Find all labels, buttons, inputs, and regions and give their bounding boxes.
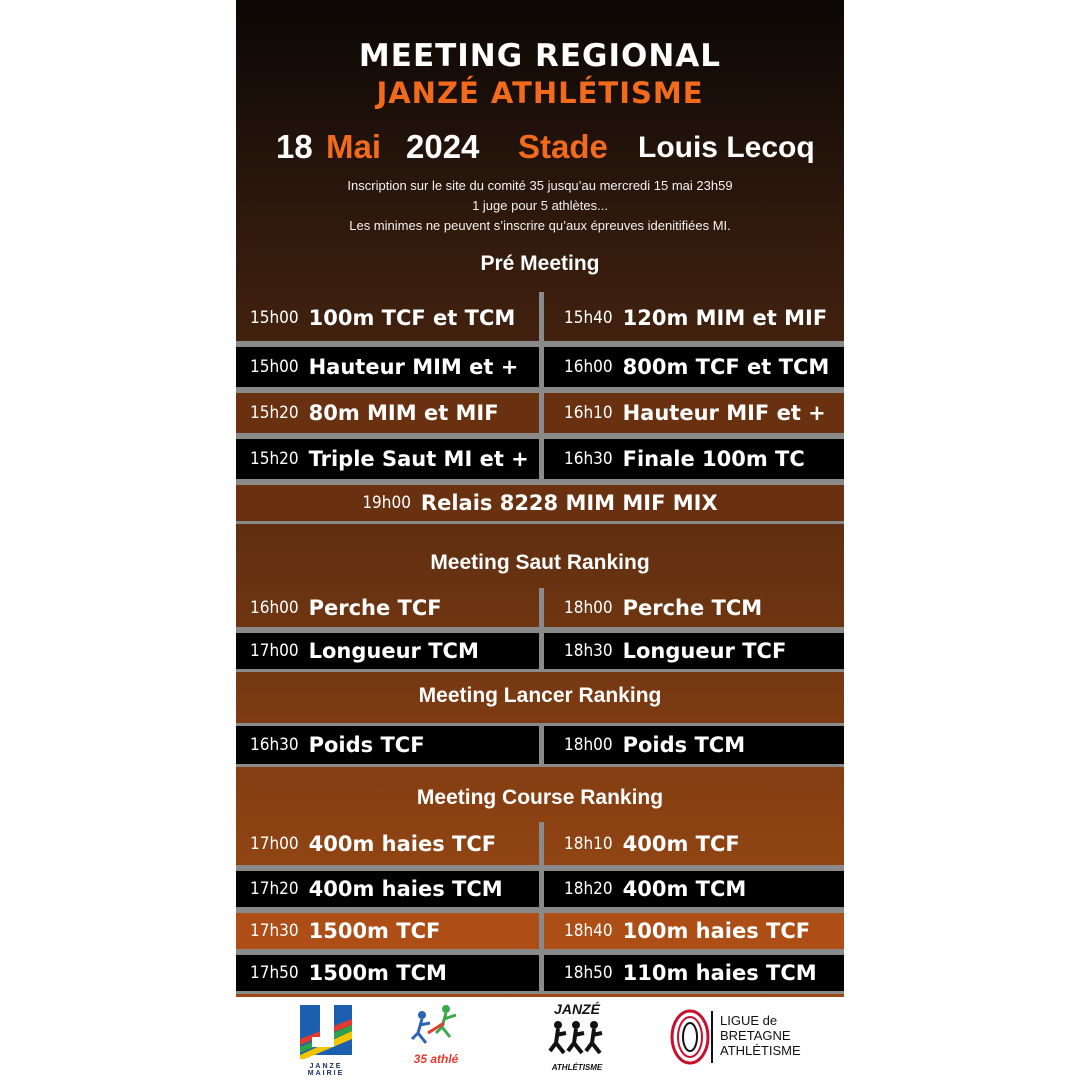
schedule-cell: [250, 633, 535, 669]
event-name: Perche TCF: [308, 595, 442, 620]
event-name: 100m TCF et TCM: [308, 305, 516, 330]
schedule-row: [236, 952, 844, 994]
event-time: 15h40: [564, 307, 613, 328]
row-divider: [539, 822, 544, 868]
janze-mairie-logo: [296, 1003, 356, 1075]
schedule-cell: [564, 822, 839, 865]
event-time: 19h00: [362, 493, 411, 513]
event-name: Finale 100m TC: [622, 447, 805, 471]
event-time: 18h00: [564, 597, 613, 618]
venue-name: Louis Lecoq: [638, 131, 815, 164]
schedule-row: [236, 822, 844, 868]
schedule-cell: [564, 913, 839, 949]
event-name: Perche TCM: [622, 595, 763, 620]
section-title-lancer: Meeting Lancer Ranking: [418, 684, 662, 707]
janze-athletisme-logo: [542, 1001, 612, 1077]
athletes-figures-icon: [408, 1003, 464, 1049]
event-time: 18h00: [564, 735, 613, 755]
athletisme-line: ATHLÉTISME: [720, 1043, 801, 1058]
event-name: 80m MIM et MIF: [308, 401, 499, 425]
event-time: 18h40: [564, 921, 613, 941]
event-name: Relais 8228 MIM MIF MIX: [420, 491, 718, 515]
schedule-row: [236, 910, 844, 952]
schedule-cell: [250, 822, 535, 865]
janze-mairie-emblem-icon: [296, 1003, 356, 1059]
event-time: 16h00: [564, 357, 613, 377]
ligue-bretagne-logo: [668, 1007, 828, 1067]
event-name: 1500m TCF: [308, 919, 441, 943]
row-divider: [539, 588, 544, 630]
schedule-row: [236, 344, 844, 390]
schedule-cell: [564, 347, 839, 387]
event-time: 15h20: [250, 403, 299, 423]
date-year: 2024: [406, 128, 480, 165]
section-title-course: Meeting Course Ranking: [416, 786, 664, 809]
poster-subtitle: JANZÉ ATHLÉTISME: [376, 76, 704, 110]
schedule-cell: [250, 726, 535, 764]
janze-athletisme-title: JANZÉ: [554, 1001, 600, 1017]
row-divider: [539, 436, 544, 482]
event-time: 16h30: [250, 735, 299, 755]
schedule-cell: [250, 871, 535, 907]
schedule-row: [236, 868, 844, 910]
event-time: 17h30: [250, 921, 299, 941]
event-name: 1500m TCM: [308, 961, 447, 985]
schedule-cell: [250, 588, 535, 627]
date-month: Mai: [326, 128, 382, 165]
schedule-cell: [564, 393, 839, 433]
event-name: Poids TCF: [308, 733, 425, 757]
schedule-cell: [564, 588, 839, 627]
event-name: 110m haies TCM: [622, 961, 817, 985]
date-day: 18: [276, 128, 313, 165]
ligue-line: LIGUE de: [720, 1013, 778, 1028]
schedule-cell: [564, 294, 839, 341]
section-title-saut: Meeting Saut Ranking: [430, 551, 650, 574]
event-name: 800m TCF et TCM: [622, 355, 830, 379]
poster-title: MEETING REGIONAL: [358, 38, 722, 74]
row-divider: [539, 344, 544, 390]
sponsor-logos: [236, 997, 844, 1080]
schedule-row: [236, 723, 844, 767]
event-time: 18h50: [564, 963, 613, 983]
schedule-cell: [236, 485, 844, 521]
event-time: 18h10: [564, 833, 613, 854]
info-registration: Inscription sur le site du comité 35 jusqu’au mercredi 15 mai 23h59: [347, 178, 733, 193]
schedule-cell: [564, 633, 839, 669]
event-name: 400m TCM: [622, 877, 747, 901]
track-oval-icon: [668, 1007, 714, 1067]
event-time: 17h00: [250, 641, 299, 661]
janze-mairie-subtext: MAIRIE: [307, 1070, 345, 1077]
event-time: 15h20: [250, 449, 299, 469]
schedule-cell: [250, 393, 535, 433]
event-name: 400m haies TCM: [308, 877, 503, 901]
janze-athletisme-subtitle: ATHLÉTISME: [551, 1063, 603, 1072]
event-time: 18h30: [564, 641, 613, 661]
event-time: 16h10: [564, 403, 613, 423]
info-text: [236, 176, 844, 236]
section-title-pre-meeting: Pré Meeting: [480, 252, 600, 275]
row-divider: [539, 390, 544, 436]
event-time: 15h00: [250, 307, 299, 328]
event-name: 400m TCF: [622, 831, 740, 856]
row-divider: [539, 292, 544, 344]
comite-35-athle-logo: [408, 1003, 464, 1075]
event-name: 100m haies TCF: [622, 919, 811, 943]
comite-35-text: 35 athlé: [413, 1052, 459, 1066]
schedule-row: [236, 436, 844, 482]
schedule-row: [236, 294, 844, 344]
event-time: 17h00: [250, 833, 299, 854]
schedule-row-relay: [236, 482, 844, 524]
event-poster: [236, 0, 844, 1080]
bretagne-line: BRETAGNE: [720, 1028, 791, 1043]
event-time: 18h20: [564, 879, 613, 899]
schedule-cell: [250, 955, 535, 991]
event-name: Hauteur MIM et +: [308, 355, 519, 379]
event-name: Hauteur MIF et +: [622, 401, 826, 425]
event-name: Longueur TCF: [622, 639, 787, 663]
schedule-cell: [564, 439, 839, 479]
event-name: Triple Saut MI et +: [308, 447, 529, 471]
schedule-cell: [250, 294, 535, 341]
date-venue-line: [236, 128, 844, 168]
row-divider: [539, 868, 544, 910]
schedule-cell: [250, 347, 535, 387]
event-name: 400m haies TCF: [308, 831, 497, 856]
schedule-cell: [250, 913, 535, 949]
event-time: 17h20: [250, 879, 299, 899]
event-time: 16h30: [564, 449, 613, 469]
row-divider: [539, 723, 544, 767]
schedule-row: [236, 390, 844, 436]
schedule-cell: [250, 439, 535, 479]
row-divider: [539, 910, 544, 952]
ligue-bretagne-text: [720, 1013, 801, 1058]
schedule-cell: [564, 871, 839, 907]
schedule-cell: [564, 726, 839, 764]
event-name: Poids TCM: [622, 733, 746, 757]
schedule-row: [236, 630, 844, 672]
event-time: 17h50: [250, 963, 299, 983]
runners-silhouette-icon: [542, 1017, 612, 1059]
row-divider: [539, 952, 544, 994]
row-divider: [539, 630, 544, 672]
info-minimes: Les minimes ne peuvent s’inscrire qu’aux épreuves idenitifiées MI.: [349, 218, 731, 233]
janze-mairie-text: JANZE: [309, 1063, 343, 1070]
info-judges: 1 juge pour 5 athlètes...: [472, 198, 608, 213]
event-name: Longueur TCM: [308, 639, 479, 663]
event-name: 120m MIM et MIF: [622, 305, 828, 330]
event-time: 15h00: [250, 357, 299, 377]
schedule-cell: [564, 955, 839, 991]
schedule-row: [236, 588, 844, 630]
event-time: 16h00: [250, 597, 299, 618]
venue-stade: Stade: [518, 128, 608, 165]
